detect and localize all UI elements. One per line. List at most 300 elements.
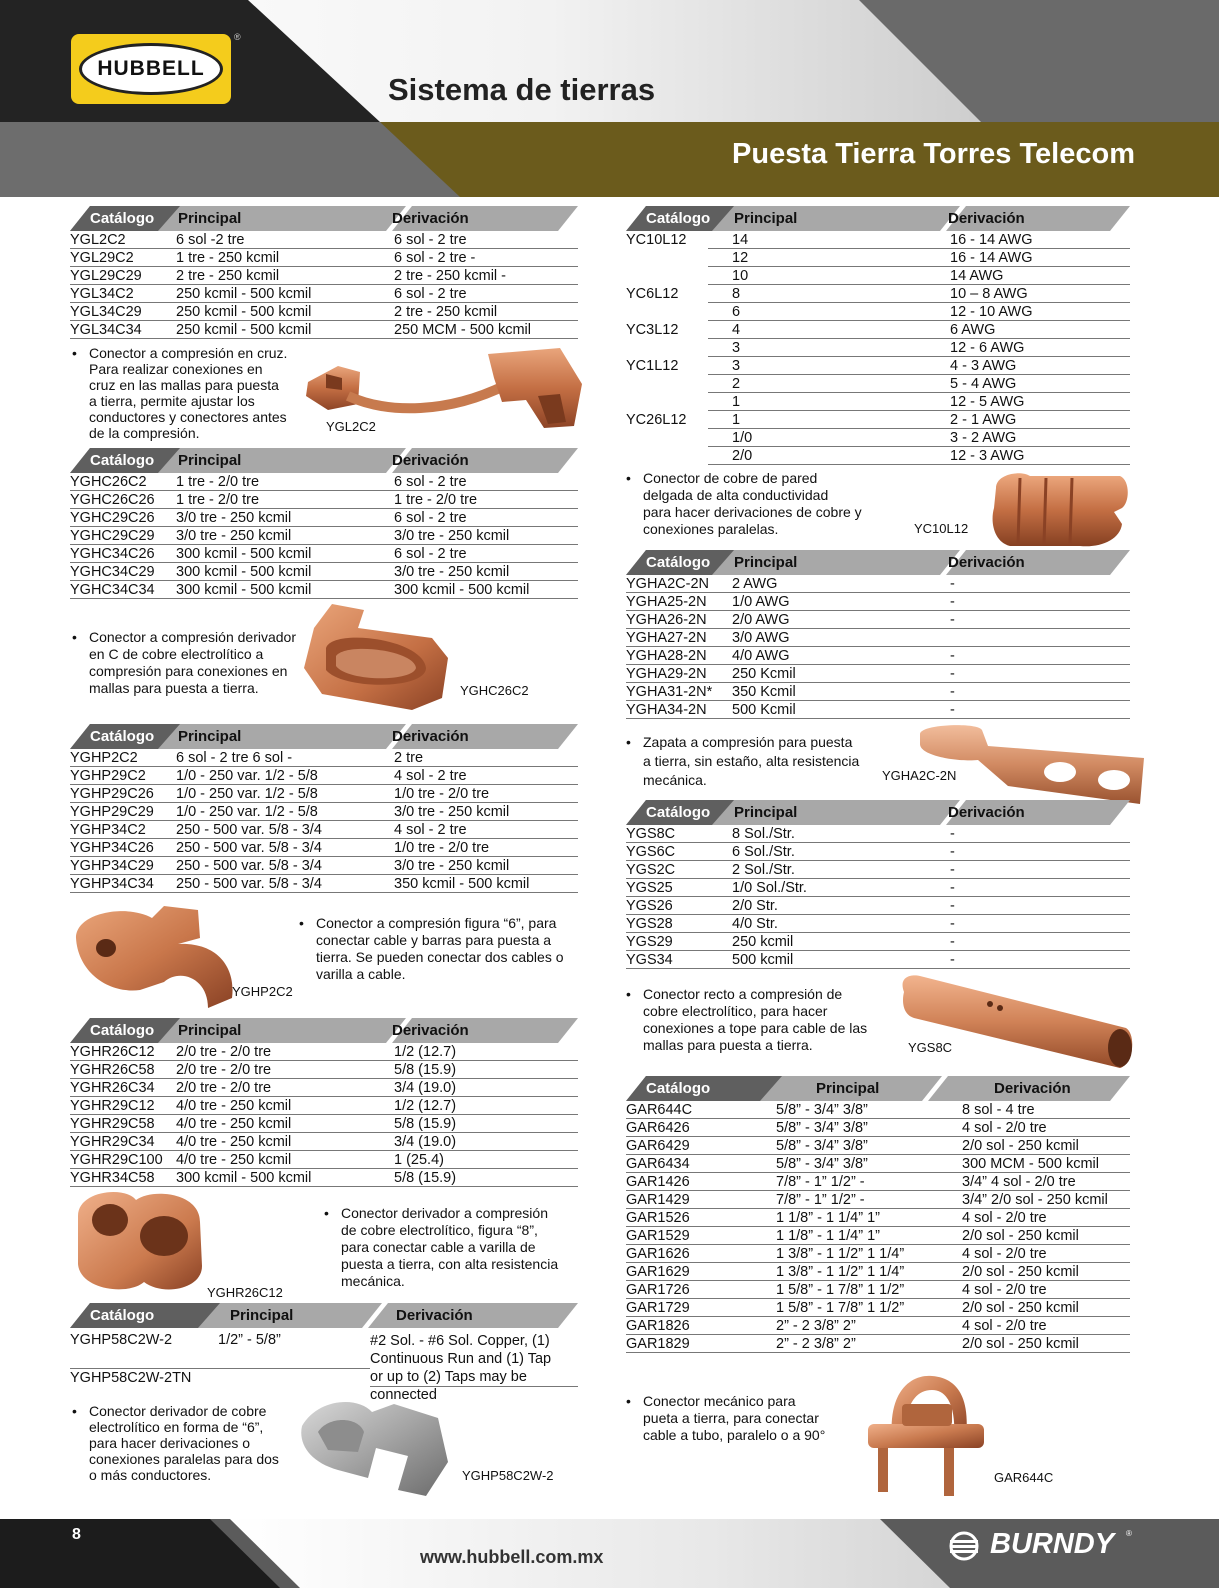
description-line: conductores y conectores antes — [89, 409, 287, 425]
principal-cell: 1 1/8” - 1 1/4” 1” — [776, 1210, 880, 1226]
column-header-catalogo: Catálogo — [646, 804, 711, 821]
table-header — [626, 1076, 1130, 1101]
catalog-cell: YGHR26C58 — [70, 1062, 155, 1078]
table-row — [626, 593, 1130, 611]
principal-cell: 4/0 AWG — [732, 648, 790, 664]
catalog-cell: YGS26 — [626, 898, 673, 914]
burndy-logo-icon — [948, 1531, 980, 1561]
derivation-cell: 12 - 10 AWG — [950, 304, 1033, 320]
table-row — [70, 563, 578, 581]
product-caption: YGS8C — [908, 1040, 953, 1055]
table-row — [70, 321, 578, 339]
catalog-cell: YGS34 — [626, 952, 673, 968]
description-line: o más conductores. — [89, 1467, 212, 1483]
table-row — [70, 1097, 578, 1115]
catalog-cell: YGL34C2 — [70, 286, 134, 302]
column-header-derivacion: Derivación — [392, 452, 469, 469]
principal-cell: 6 Sol./Str. — [732, 844, 795, 860]
column-header-principal: Principal — [178, 728, 242, 745]
catalog-cell: GAR1726 — [626, 1282, 690, 1298]
catalog-table — [70, 1303, 578, 1414]
derivation-cell: 12 - 3 AWG — [950, 448, 1025, 464]
derivation-cell: 1/0 tre - 2/0 tre — [394, 840, 490, 856]
table-row — [626, 1173, 1130, 1191]
principal-cell: 10 — [732, 268, 749, 284]
catalog-table — [70, 724, 578, 893]
principal-cell: 4/0 Str. — [732, 916, 778, 932]
derivation-cell: - — [950, 844, 955, 860]
derivation-cell: 6 sol - 2 tre — [394, 286, 467, 302]
derivation-line: Continuous Run and (1) Tap — [370, 1351, 552, 1367]
table-row — [626, 321, 1130, 339]
page-number: 8 — [72, 1526, 81, 1543]
principal-cell: 3/0 AWG — [732, 630, 790, 646]
catalog-cell: GAR644C — [626, 1102, 693, 1118]
catalog-cell: YGHR26C12 — [70, 1044, 155, 1060]
catalog-cell: GAR6429 — [626, 1138, 690, 1154]
catalog-cell: YGHC26C26 — [70, 492, 155, 508]
principal-cell: 4/0 tre - 250 kcmil — [176, 1152, 292, 1168]
product-caption: YGHP58C2W-2 — [462, 1468, 554, 1483]
principal-cell: 250 kcmil — [732, 934, 794, 950]
table-row — [70, 527, 578, 545]
principal-cell: 1 — [732, 394, 741, 410]
catalog-cell: YGHR29C34 — [70, 1134, 155, 1150]
table-row — [626, 249, 1130, 267]
product-description — [626, 1393, 826, 1444]
derivation-cell: 5/8 (15.9) — [394, 1116, 457, 1132]
logo-registered-mark: ® — [234, 32, 241, 42]
table-row — [70, 473, 578, 491]
derivation-cell: - — [950, 594, 955, 610]
table-row — [626, 915, 1130, 933]
description-line: Conector derivador de cobre — [89, 1403, 267, 1419]
derivation-cell: 8 sol - 4 tre — [962, 1102, 1035, 1118]
table-row — [70, 875, 578, 893]
table-row — [626, 447, 1130, 465]
table-header — [70, 724, 578, 749]
catalog-table — [626, 1076, 1130, 1353]
catalog-cell: YGHC29C26 — [70, 510, 155, 526]
table-row — [70, 839, 578, 857]
principal-cell: 1/0 - 250 var. 1/2 - 5/8 — [176, 804, 318, 820]
column-header-derivacion: Derivación — [948, 210, 1025, 227]
description-line: puesta a tierra, con alta resistencia — [341, 1256, 559, 1272]
table-row — [70, 1169, 578, 1187]
hubbell-logo — [71, 34, 231, 104]
principal-cell: 2 Sol./Str. — [732, 862, 795, 878]
column-header-catalogo: Catálogo — [90, 728, 155, 745]
principal-cell: 250 - 500 var. 5/8 - 3/4 — [176, 876, 322, 892]
derivation-cell: - — [950, 880, 955, 896]
product-caption: YGL2C2 — [326, 419, 376, 434]
burndy-logo-text: BURNDY — [990, 1528, 1115, 1560]
catalog-cell: YGHR29C58 — [70, 1116, 155, 1132]
table-row — [70, 767, 578, 785]
table-row — [626, 951, 1130, 969]
column-header-principal: Principal — [178, 1022, 242, 1039]
principal-cell: 350 Kcmil — [732, 684, 796, 700]
catalog-cell: YGHA2C-2N — [626, 576, 709, 592]
column-header-derivacion: Derivación — [392, 728, 469, 745]
column-header-principal: Principal — [230, 1307, 294, 1324]
principal-cell: 1 — [732, 412, 741, 428]
catalog-cell: YGHP29C29 — [70, 804, 154, 820]
table-row — [70, 803, 578, 821]
column-header-catalogo: Catálogo — [646, 554, 711, 571]
derivation-cell: 4 sol - 2/0 tre — [962, 1318, 1047, 1334]
derivation-cell: 6 sol - 2 tre — [394, 232, 467, 248]
table-row — [626, 861, 1130, 879]
derivation-cell: 2/0 sol - 250 kcmil — [962, 1228, 1079, 1244]
principal-cell: 4 — [732, 322, 741, 338]
table-row — [70, 491, 578, 509]
derivation-cell: 12 - 6 AWG — [950, 340, 1025, 356]
table-row — [626, 665, 1130, 683]
table-row — [70, 1151, 578, 1169]
table-header — [70, 1303, 578, 1328]
derivation-cell: 6 sol - 2 tre — [394, 546, 467, 562]
description-line: Para realizar conexiones en — [89, 361, 263, 377]
bullet-icon: • — [72, 629, 77, 645]
column-header-catalogo: Catálogo — [646, 210, 711, 227]
table-row — [70, 231, 578, 249]
yghc26c2-product-image — [302, 598, 452, 713]
catalog-cell: YGL29C29 — [70, 268, 142, 284]
description-line: mallas para puesta a tierra. — [89, 680, 259, 696]
principal-cell: 250 - 500 var. 5/8 - 3/4 — [176, 840, 322, 856]
derivation-cell: - — [950, 684, 955, 700]
catalog-cell: YGHP58C2W-2 — [70, 1332, 173, 1348]
product-description — [299, 915, 564, 983]
burndy-registered-mark: ® — [1126, 1529, 1132, 1538]
description-line: a tierra, sin estaño, alta resistencia — [643, 753, 860, 769]
derivation-cell: - — [950, 916, 955, 932]
derivation-cell: 2/0 sol - 250 kcmil — [962, 1264, 1079, 1280]
bullet-icon: • — [72, 345, 77, 361]
catalog-cell: GAR1629 — [626, 1264, 690, 1280]
table-header — [626, 550, 1130, 575]
catalog-cell: YC10L12 — [626, 232, 687, 248]
catalog-cell: YGHC26C2 — [70, 474, 147, 490]
product-description — [626, 470, 862, 538]
table-row — [626, 267, 1130, 285]
table-row — [70, 303, 578, 321]
product-description — [72, 629, 296, 697]
column-header-derivacion: Derivación — [994, 1080, 1071, 1097]
catalog-cell: YGHP29C26 — [70, 786, 154, 802]
principal-cell: 5/8” - 3/4” 3/8” — [776, 1138, 868, 1154]
description-line: Conector mecánico para — [643, 1393, 796, 1409]
derivation-cell: 300 MCM - 500 kcmil — [962, 1156, 1099, 1172]
column-header-catalogo: Catálogo — [90, 210, 155, 227]
table-row — [626, 1263, 1130, 1281]
derivation-cell: - — [950, 612, 955, 628]
principal-cell: 2 AWG — [732, 576, 778, 592]
catalog-cell: YGS29 — [626, 934, 673, 950]
catalog-cell: GAR1426 — [626, 1174, 690, 1190]
derivation-cell: 4 sol - 2/0 tre — [962, 1120, 1047, 1136]
table-row — [626, 1191, 1130, 1209]
principal-cell: 2 — [732, 376, 741, 392]
derivation-cell: 2/0 sol - 250 kcmil — [962, 1300, 1079, 1316]
description-line: a tierra, permite ajustar los — [89, 393, 255, 409]
derivation-cell: 3 - 2 AWG — [950, 430, 1017, 446]
column-header-principal: Principal — [734, 804, 798, 821]
principal-cell: 500 Kcmil — [732, 702, 796, 718]
bullet-icon: • — [299, 915, 304, 931]
derivation-cell: 2 tre - 250 kcmil - — [394, 268, 506, 284]
table-row — [626, 1227, 1130, 1245]
principal-cell: 12 — [732, 250, 749, 266]
derivation-cell: 16 - 14 AWG — [950, 250, 1033, 266]
table-body — [70, 1328, 578, 1414]
description-line: mecánica. — [643, 772, 707, 788]
catalog-cell: YGHP58C2W-2TN — [70, 1370, 192, 1386]
derivation-cell: 3/4 (19.0) — [394, 1134, 457, 1150]
catalog-cell: GAR1529 — [626, 1228, 690, 1244]
description-line: conectar cable y barras para puesta a — [316, 932, 552, 948]
principal-cell: 6 sol -2 tre — [176, 232, 245, 248]
catalog-cell: YGHP29C2 — [70, 768, 146, 784]
description-line: mallas para puesta a tierra. — [643, 1037, 813, 1053]
catalog-cell: YGS6C — [626, 844, 676, 860]
column-header-principal: Principal — [734, 210, 798, 227]
description-line: delgada de alta conductividad — [643, 487, 829, 503]
principal-cell: 2/0 tre - 2/0 tre — [176, 1062, 272, 1078]
ygha2c-2n-product-image — [918, 720, 1150, 804]
description-line: conexiones paralelas. — [643, 521, 779, 537]
principal-cell: 7/8” - 1” 1/2” - — [776, 1192, 865, 1208]
derivation-cell: 3/4” 4 sol - 2/0 tre — [962, 1174, 1076, 1190]
table-row — [70, 1043, 578, 1061]
derivation-cell: 2/0 sol - 250 kcmil — [962, 1138, 1079, 1154]
catalog-cell: YC3L12 — [626, 322, 679, 338]
catalog-cell: GAR1729 — [626, 1300, 690, 1316]
description-line: cobre electrolítico, para hacer — [643, 1003, 828, 1019]
bullet-icon: • — [626, 986, 631, 1002]
catalog-table — [626, 550, 1130, 719]
description-line: cruz en las mallas para puesta — [89, 377, 279, 393]
column-header-catalogo: Catálogo — [90, 1307, 155, 1324]
table-row — [626, 1317, 1130, 1335]
principal-cell: 250 - 500 var. 5/8 - 3/4 — [176, 858, 322, 874]
gar644c-product-image — [862, 1368, 992, 1500]
derivation-cell: 10 – 8 AWG — [950, 286, 1028, 302]
table-row — [70, 267, 578, 285]
principal-cell: 500 kcmil — [732, 952, 794, 968]
principal-cell: 1 3/8” - 1 1/2” 1 1/4” — [776, 1264, 905, 1280]
derivation-cell: 4 sol - 2/0 tre — [962, 1282, 1047, 1298]
catalog-cell: YGHA34-2N — [626, 702, 707, 718]
derivation-cell: 4 sol - 2 tre — [394, 822, 467, 838]
principal-cell: 1 tre - 2/0 tre — [176, 474, 260, 490]
derivation-cell: 1 tre - 2/0 tre — [394, 492, 478, 508]
table-row — [70, 509, 578, 527]
catalog-cell: YGHP34C2 — [70, 822, 146, 838]
table-row — [626, 1245, 1130, 1263]
row-rule — [370, 1386, 578, 1387]
principal-cell: 4/0 tre - 250 kcmil — [176, 1098, 292, 1114]
table-row — [626, 629, 1130, 647]
catalog-cell: GAR6426 — [626, 1120, 690, 1136]
column-header-derivacion: Derivación — [392, 210, 469, 227]
catalog-cell: YGHC34C29 — [70, 564, 155, 580]
table-row — [70, 545, 578, 563]
derivation-line: or up to (2) Taps may be — [370, 1369, 527, 1385]
table-row — [626, 611, 1130, 629]
description-line: pueta a tierra, para conectar — [643, 1410, 819, 1426]
table-row — [626, 231, 1130, 249]
derivation-cell: - — [950, 702, 955, 718]
catalog-cell: YGHC29C29 — [70, 528, 155, 544]
derivation-cell: - — [950, 666, 955, 682]
principal-cell: 1 tre - 250 kcmil — [176, 250, 280, 266]
derivation-cell: 5/8 (15.9) — [394, 1062, 457, 1078]
table-row — [626, 339, 1130, 357]
yghp2c2-product-image — [68, 898, 238, 1013]
column-header-derivacion: Derivación — [948, 554, 1025, 571]
derivation-cell: 2 - 1 AWG — [950, 412, 1017, 428]
catalog-cell: YGS25 — [626, 880, 673, 896]
principal-cell: 3 — [732, 340, 741, 356]
derivation-cell: 6 AWG — [950, 322, 996, 338]
table-row — [626, 285, 1130, 303]
row-rule — [70, 1368, 370, 1369]
description-line: de la compresión. — [89, 425, 200, 441]
catalog-cell: GAR1429 — [626, 1192, 690, 1208]
description-line: electrolítico en forma de “6”, — [89, 1419, 264, 1435]
column-header-principal: Principal — [816, 1080, 880, 1097]
product-description — [72, 345, 288, 441]
catalog-cell: YGHP34C29 — [70, 858, 154, 874]
catalog-cell: YGHC34C26 — [70, 546, 155, 562]
derivation-cell: 1/2 (12.7) — [394, 1098, 457, 1114]
principal-cell: 3/0 tre - 250 kcmil — [176, 528, 292, 544]
principal-cell: 2” - 2 3/8” 2” — [776, 1318, 856, 1334]
column-header-principal: Principal — [178, 452, 242, 469]
principal-cell: 6 sol - 2 tre 6 sol - — [176, 750, 293, 766]
principal-cell: 1/0 — [732, 430, 753, 446]
table-header — [626, 206, 1130, 231]
principal-cell: 8 Sol./Str. — [732, 826, 795, 842]
catalog-cell: GAR6434 — [626, 1156, 690, 1172]
table-row — [70, 821, 578, 839]
principal-cell: 2/0 tre - 2/0 tre — [176, 1080, 272, 1096]
column-header-principal: Principal — [734, 554, 798, 571]
catalog-cell: YGHP34C26 — [70, 840, 154, 856]
derivation-cell: 5/8 (15.9) — [394, 1170, 457, 1186]
catalog-table — [70, 448, 578, 599]
table-header — [70, 206, 578, 231]
description-line: tierra. Se pueden conectar dos cables o — [316, 949, 564, 965]
principal-cell: 2/0 Str. — [732, 898, 778, 914]
table-row — [626, 1281, 1130, 1299]
table-row — [626, 393, 1130, 411]
principal-cell: 1 5/8” - 1 7/8” 1 1/2” — [776, 1300, 905, 1316]
principal-cell: 8 — [732, 286, 741, 302]
derivation-cell: 4 sol - 2/0 tre — [962, 1246, 1047, 1262]
column-header-derivacion: Derivación — [392, 1022, 469, 1039]
description-line: cable a tubo, paralelo o a 90° — [643, 1427, 826, 1443]
principal-cell: 14 — [732, 232, 749, 248]
catalog-table — [626, 800, 1130, 969]
principal-cell: 300 kcmil - 500 kcmil — [176, 564, 312, 580]
catalog-cell: YGL34C34 — [70, 322, 142, 338]
table-row — [626, 1155, 1130, 1173]
principal-cell: 300 kcmil - 500 kcmil — [176, 546, 312, 562]
table-row — [626, 647, 1130, 665]
table-row — [70, 785, 578, 803]
derivation-cell: 3/0 tre - 250 kcmil — [394, 528, 510, 544]
derivation-cell: 2/0 sol - 250 kcmil — [962, 1336, 1079, 1352]
table-row — [626, 1209, 1130, 1227]
catalog-cell: YGL29C2 — [70, 250, 134, 266]
description-line: para hacer derivaciones o — [89, 1435, 251, 1451]
product-description — [72, 1403, 279, 1483]
row-rule — [708, 464, 1130, 465]
catalog-cell: YGHP34C34 — [70, 876, 154, 892]
table-header — [626, 800, 1130, 825]
page-title: Sistema de tierras — [388, 72, 656, 107]
bullet-icon: • — [626, 1393, 631, 1409]
table-row — [626, 1137, 1130, 1155]
principal-cell: 1 3/8” - 1 1/2” 1 1/4” — [776, 1246, 905, 1262]
description-line: Conector a compresión en cruz. — [89, 345, 288, 361]
description-line: mecánica. — [341, 1273, 405, 1289]
description-line: Conector recto a compresión de — [643, 986, 843, 1002]
column-header-catalogo: Catálogo — [90, 1022, 155, 1039]
yc10l12-product-image — [990, 468, 1130, 550]
description-line: conexiones a tope para cable de las — [643, 1020, 868, 1036]
catalog-cell: YC1L12 — [626, 358, 679, 374]
table-row — [626, 897, 1130, 915]
derivation-cell — [370, 1332, 551, 1404]
product-caption: GAR644C — [994, 1470, 1054, 1485]
derivation-cell: 350 kcmil - 500 kcmil — [394, 876, 530, 892]
derivation-cell: 6 sol - 2 tre - — [394, 250, 476, 266]
derivation-cell: 1/2 (12.7) — [394, 1044, 457, 1060]
bullet-icon: • — [626, 470, 631, 486]
catalog-cell: YGHR26C34 — [70, 1080, 155, 1096]
derivation-cell: 3/0 tre - 250 kcmil — [394, 858, 510, 874]
derivation-line: connected — [370, 1387, 437, 1403]
derivation-cell: 300 kcmil - 500 kcmil — [394, 582, 530, 598]
principal-cell: 250 kcmil - 500 kcmil — [176, 322, 312, 338]
logo-text: HUBBELL — [97, 57, 205, 80]
catalog-cell: YGL2C2 — [70, 232, 126, 248]
principal-cell: 1/0 - 250 var. 1/2 - 5/8 — [176, 768, 318, 784]
catalog-cell: YGHA29-2N — [626, 666, 707, 682]
table-row — [626, 1119, 1130, 1137]
catalog-cell: GAR1626 — [626, 1246, 690, 1262]
table-row — [70, 1115, 578, 1133]
principal-cell: 1 5/8” - 1 7/8” 1 1/2” — [776, 1282, 905, 1298]
principal-cell: 7/8” - 1” 1/2” - — [776, 1174, 865, 1190]
logo-oval — [79, 43, 223, 95]
description-line: en C de cobre electrolítico a — [89, 646, 264, 662]
product-description — [324, 1205, 559, 1290]
principal-cell: 5/8” - 3/4” 3/8” — [776, 1102, 868, 1118]
description-line: Zapata a compresión para puesta — [643, 734, 853, 750]
catalog-cell: YGHR29C12 — [70, 1098, 155, 1114]
website-link[interactable]: www.hubbell.com.mx — [420, 1547, 604, 1567]
column-header-derivacion: Derivación — [948, 804, 1025, 821]
derivation-cell: - — [950, 576, 955, 592]
principal-cell: 1/2” - 5/8” — [218, 1332, 281, 1348]
column-header-catalogo: Catálogo — [646, 1080, 711, 1097]
catalog-table — [626, 206, 1130, 465]
